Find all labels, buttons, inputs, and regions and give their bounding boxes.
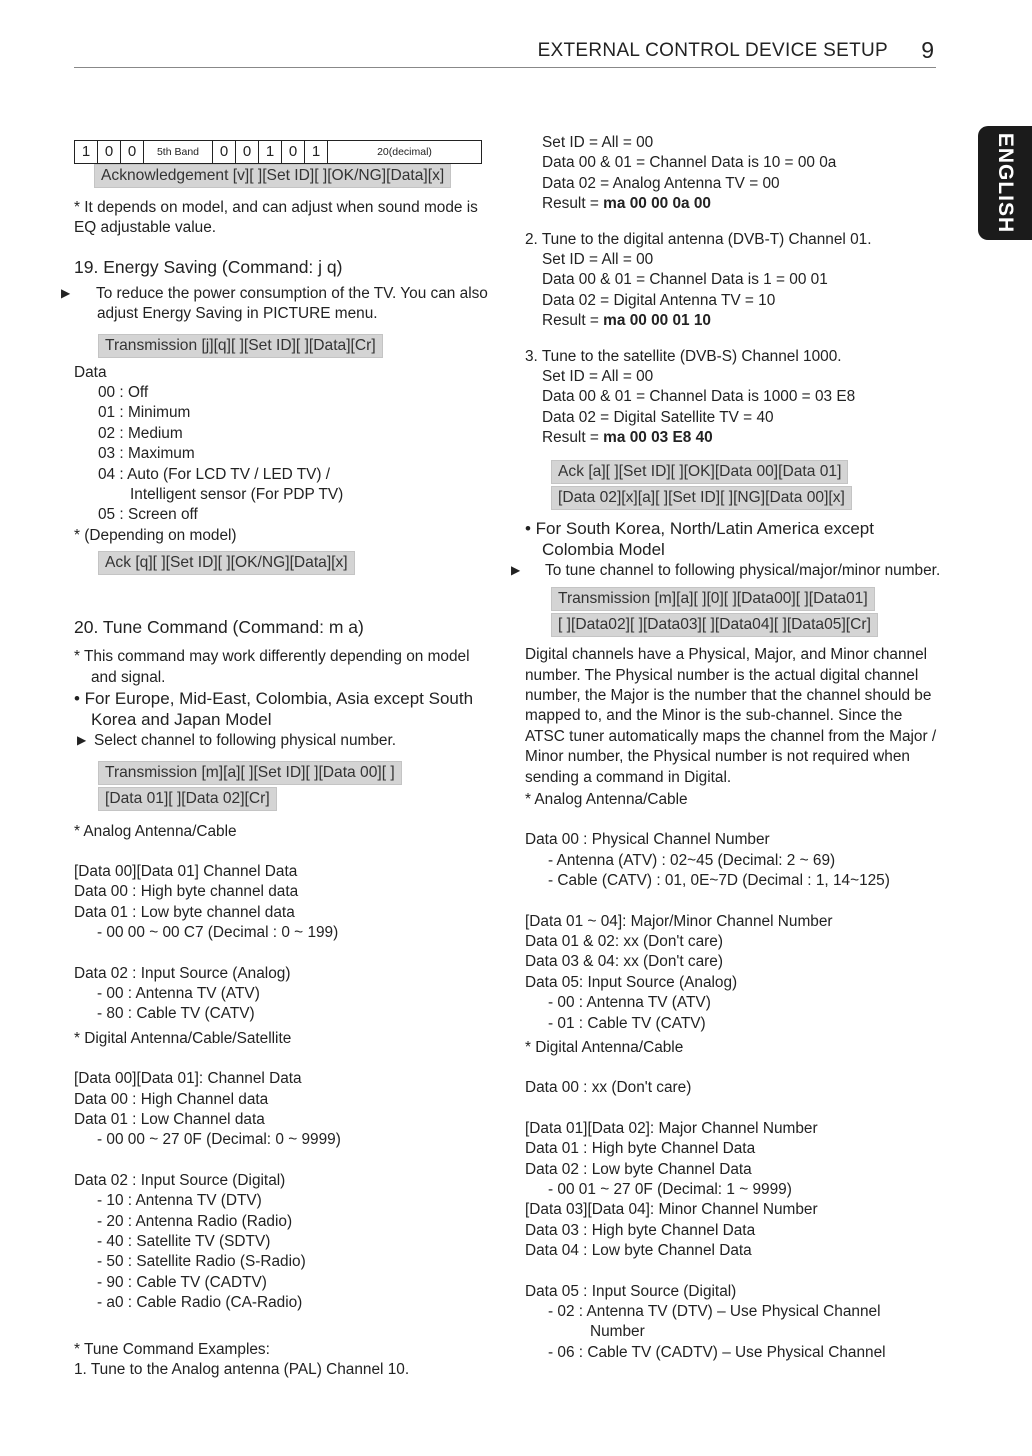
code-line: [Data 01][ ][Data 02][Cr]: [98, 787, 277, 811]
list-item: 02 : Medium: [98, 424, 183, 442]
list-item: - 00 : Antenna TV (ATV): [97, 984, 260, 1002]
result-line: Result = ma 00 00 01 10: [542, 312, 711, 330]
arrow-icon: ▶: [511, 562, 521, 577]
table-cell: 5th Band: [144, 141, 213, 164]
code-line: [ ][Data02][ ][Data03][ ][Data04][ ][Data05][Cr]: [551, 613, 878, 637]
list-item: - 10 : Antenna TV (DTV): [97, 1192, 262, 1210]
text-line: Data 04 : Low byte Channel Data: [525, 1242, 752, 1260]
korea-bullet: • For South Korea, North/Latin America except Colombia Model: [525, 518, 874, 559]
digital-note: * Digital Antenna/Cable: [525, 1039, 684, 1056]
text-line: Data 03 & 04: xx (Don't care): [525, 953, 723, 971]
text-line: Set ID = All = 00: [542, 134, 654, 151]
text-line: [Data 00][Data 01] Channel Data: [74, 862, 298, 880]
text-line: [Data 01 ~ 04]: Major/Minor Channel Number: [525, 912, 833, 930]
text-line: Data 00 : xx (Don't care): [525, 1079, 692, 1097]
tune-arrow-line: ▶ Select channel to following physical number.: [77, 732, 397, 750]
example-1-title: 1. Tune to the Analog antenna (PAL) Channel 10.: [74, 1361, 410, 1379]
code-line: Transmission [m][a][ ][Set ID][ ][Data 00][ ]: [98, 761, 402, 785]
note-sound: * It depends on model, and can adjust when sound mode is EQ adjustable value.: [74, 199, 478, 237]
list-item: - 40 : Satellite TV (SDTV): [97, 1233, 271, 1250]
text-line: Data 03 : High byte Channel Data: [525, 1221, 756, 1239]
text-line: Data 02 = Analog Antenna TV = 00: [542, 174, 780, 192]
left-column: [61, 140, 494, 1380]
text-line: Data 00 : High byte channel data: [74, 883, 299, 901]
text-line: Data 02 = Digital Antenna TV = 10: [542, 291, 776, 309]
energy-desc: ▶ To reduce the power consumption of the TV. You can also adjust Energy Saving in PICTURE menu.: [61, 284, 488, 323]
table-cell: 0: [121, 141, 144, 164]
ack-code: Acknowledgement [v][ ][Set ID][ ][OK/NG][Data][x]: [94, 164, 451, 188]
list-item: 01 : Minimum: [98, 404, 191, 422]
code-line: Ack [a][ ][Set ID][ ][OK][Data 00][Data 01]: [551, 460, 848, 484]
text-line: Set ID = All = 00: [542, 368, 654, 386]
list-item: Intelligent sensor (For PDP TV): [130, 486, 344, 504]
example-3-title: 3. Tune to the satellite (DVB-S) Channel 1000.: [525, 347, 842, 365]
table-cell: 1: [305, 141, 328, 164]
text-line: - 00 00 ~ 00 C7 (Decimal : 0 ~ 199): [97, 924, 339, 942]
energy-ack-code: Ack [q][ ][Set ID][ ][OK/NG][Data][x]: [98, 551, 355, 575]
list-item: - 01 : Cable TV (CATV): [548, 1014, 706, 1032]
table-cell: 1: [259, 141, 282, 164]
table-cell: 0: [236, 141, 259, 164]
tune-transmission-code: [74, 761, 402, 813]
list-item: - 20 : Antenna Radio (Radio): [97, 1212, 293, 1230]
text-line: [Data 00][Data 01]: Channel Data: [74, 1070, 302, 1088]
table-cell: 1: [75, 141, 98, 164]
table-cell: 0: [282, 141, 305, 164]
text-line: Data 00 & 01 = Channel Data is 1 = 00 01: [542, 271, 828, 289]
language-tab-label: ENGLISH: [994, 132, 1017, 234]
text-line: [Data 03][Data 04]: Minor Channel Number: [525, 1201, 818, 1219]
list-item: - 90 : Cable TV (CADTV): [97, 1273, 267, 1291]
text-line: Data 01 : Low byte channel data: [74, 903, 295, 921]
list-item: - 06 : Cable TV (CADTV) – Use Physical Channel: [548, 1343, 886, 1361]
energy-heading: 19. Energy Saving (Command: j q): [74, 256, 343, 277]
page-number: 9: [921, 37, 934, 63]
arrow-icon: ▶: [77, 733, 87, 748]
language-tab: [978, 126, 1032, 240]
right-column: [511, 133, 945, 1363]
text-line: - 00 01 ~ 27 0F (Decimal: 1 ~ 9999): [548, 1181, 792, 1199]
description-paragraph: Digital channels have a Physical, Major, and Minor channel number. The Physical number is the actual digital channel number, the Major is the number that the channel should be mapped to, and the Minor is the sub-channel. Since the ATSC tuner automatically maps the channel from the Major / Minor number, the Physical number is not required when sending a command in Digital.: [525, 646, 937, 786]
list-item: 00 : Off: [98, 384, 149, 402]
list-item: 04 : Auto (For LCD TV / LED TV) /: [98, 465, 331, 483]
text-line: Data 00 : High Channel data: [74, 1090, 269, 1108]
energy-transmission-code: Transmission [j][q][ ][Set ID][ ][Data][Cr]: [98, 334, 383, 358]
list-item: - 00 : Antenna TV (ATV): [548, 994, 711, 1012]
table-cell: 20(decimal): [328, 141, 482, 164]
list-item: 03 : Maximum: [98, 445, 195, 463]
text-line: Data 00 : Physical Channel Number: [525, 831, 770, 849]
text-line: Data 02 = Digital Satellite TV = 40: [542, 408, 774, 426]
list-item: - Cable (CATV) : 01, 0E~7D (Decimal : 1, 14~125): [548, 872, 890, 890]
list-item: 05 : Screen off: [98, 506, 198, 524]
table-cell: 0: [98, 141, 121, 164]
text-line: Data 00 & 01 = Channel Data is 1000 = 03 E8: [542, 388, 856, 406]
list-item: - 50 : Satellite Radio (S-Radio): [97, 1253, 306, 1271]
energy-note: * (Depending on model): [74, 526, 237, 544]
code-line: [Data 02][x][a][ ][Set ID][ ][NG][Data 00][x]: [551, 486, 852, 510]
list-item: - a0 : Cable Radio (CA-Radio): [97, 1294, 303, 1312]
text-line: Data 05: Input Source (Analog): [525, 973, 738, 991]
text-line: - 00 00 ~ 27 0F (Decimal: 0 ~ 9999): [97, 1131, 341, 1149]
list-item: - Antenna (ATV) : 02~45 (Decimal: 2 ~ 69): [548, 851, 836, 869]
text-line: Data 01 : Low Channel data: [74, 1110, 265, 1128]
text-line: Data 05 : Input Source (Digital): [525, 1282, 737, 1300]
list-item: - 80 : Cable TV (CATV): [97, 1005, 255, 1023]
examples-note: * Tune Command Examples:: [74, 1340, 270, 1358]
example-2-title: 2. Tune to the digital antenna (DVB-T) Channel 01.: [525, 230, 872, 248]
text-line: Data 02 : Input Source (Analog): [74, 964, 291, 982]
table-cell: 0: [213, 141, 236, 164]
text-line: Data 00 & 01 = Channel Data is 10 = 00 0a: [542, 154, 837, 172]
data-label: Data: [74, 363, 107, 381]
tune-bullet: • For Europe, Mid-East, Colombia, Asia except South Korea and Japan Model: [74, 689, 474, 730]
analog-note: * Analog Antenna/Cable: [525, 790, 688, 808]
korea-transmission-code: [525, 587, 878, 639]
section-title: EXTERNAL CONTROL DEVICE SETUP: [537, 40, 888, 61]
result-line: Result = ma 00 03 E8 40: [542, 429, 713, 447]
tune-note: * This command may work differently depending on model and signal.: [74, 648, 470, 686]
digital-note: * Digital Antenna/Cable/Satellite: [74, 1029, 292, 1047]
text-line: Data 01 & 02: xx (Don't care): [525, 932, 723, 950]
text-line: [Data 01][Data 02]: Major Channel Number: [525, 1119, 818, 1137]
list-item: - 02 : Antenna TV (DTV) – Use Physical Channel: [548, 1303, 881, 1321]
text-line: Data 01 : High byte Channel Data: [525, 1140, 756, 1158]
list-item: Number: [590, 1323, 645, 1341]
text-line: Data 02 : Low byte Channel Data: [525, 1160, 752, 1178]
result-line: Result = ma 00 00 0a 00: [542, 195, 711, 213]
ack-code-box: [525, 460, 852, 512]
analog-note: * Analog Antenna/Cable: [74, 822, 237, 840]
code-line: Transmission [m][a][ ][0][ ][Data00][ ][Data01]: [551, 587, 875, 611]
arrow-icon: ▶: [61, 285, 71, 300]
text-line: Set ID = All = 00: [542, 251, 654, 269]
korea-arrow-line: ▶ To tune channel to following physical/major/minor number.: [511, 561, 941, 579]
tune-heading: 20. Tune Command (Command: m a): [74, 617, 364, 638]
bit-table: [74, 140, 482, 164]
page-header: [74, 37, 936, 68]
text-line: Data 02 : Input Source (Digital): [74, 1171, 286, 1189]
